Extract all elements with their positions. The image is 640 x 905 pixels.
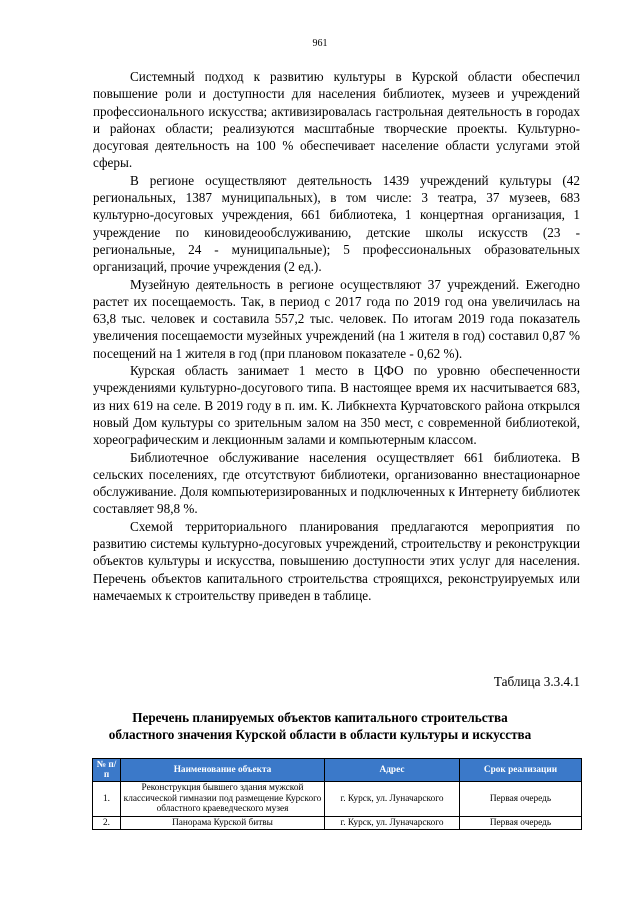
row-object-name: Реконструкция бывшего здания мужской классической гимназии под размещение Курского областного краеведческого музея	[121, 782, 325, 817]
row-number: 1.	[93, 782, 121, 817]
table-title-line1: Перечень планируемых объектов капитального строительства	[132, 710, 508, 725]
paragraph-institutions: В регионе осуществляют деятельность 1439 учреждений культуры (42 региональных, 1387 муниципальных), в том числе: 3 театра, 37 музеев, 683 культурно-досуговых учреждения, 661 библиотека, 1 концертная организация, 1 учреждение по киновидеообслуживанию, детские школы искусств (23 - региональные, 24 - муниципальные); 5 профессиональных образовательных организаций, прочие учреждения (2 ед.).	[93, 172, 580, 275]
header-address: Адрес	[325, 759, 460, 782]
table-title	[60, 709, 580, 743]
table-header-row	[93, 759, 582, 782]
paragraph-libraries: Библиотечное обслуживание населения осуществляет 661 библиотека. В сельских поселениях, где отсутствуют библиотеки, организованно внестационарное обслуживание. Доля компьютеризированных и подключенных к Интернету библиотек составляет 98,8 %.	[93, 449, 580, 517]
table-row	[93, 782, 582, 817]
paragraph-leisure: Курская область занимает 1 место в ЦФО по уровню обеспеченности учреждениями культурно-досугового типа. В настоящее время их насчитывается 683, из них 619 на селе. В 2019 году в п. им. К. Либкнехта Курчатовского района открылся новый Дом культуры со зрительным залом на 350 мест, с современной библиотекой, хореографическим и лекционным залами и компьютерным классом.	[93, 363, 580, 448]
row-number: 2.	[93, 816, 121, 830]
header-deadline: Срок реализации	[460, 759, 582, 782]
row-address: г. Курск, ул. Луначарского	[325, 782, 460, 817]
body-text	[93, 68, 580, 604]
row-deadline: Первая очередь	[460, 782, 582, 817]
table-caption: Таблица 3.3.4.1	[493, 674, 580, 689]
page-number: 961	[312, 38, 328, 49]
row-address: г. Курск, ул. Луначарского	[325, 816, 460, 830]
table-title-line2: областного значения Курской области в области культуры и искусства	[108, 727, 532, 742]
table-row	[93, 816, 582, 830]
header-object-name: Наименование объекта	[121, 759, 325, 782]
header-number: № п/п	[93, 759, 121, 782]
row-object-name: Панорама Курской битвы	[121, 816, 325, 830]
row-deadline: Первая очередь	[460, 816, 582, 830]
objects-table	[92, 758, 582, 830]
paragraph-culture-approach: Системный подход к развитию культуры в Курской области обеспечил повышение роли и доступности для населения библиотек, музеев и учреждений профессионального искусства; активизировалась гастрольная деятельность в городах и районах области; реализуются масштабные творческие проекты. Культурно-досуговая деятельность на 100 % обеспечивает население области услугами этой сферы.	[93, 69, 580, 171]
paragraph-museums: Музейную деятельность в регионе осуществляют 37 учреждений. Ежегодно растет их посещаемость. Так, в период с 2017 года по 2019 год она увеличилась на 63,8 тыс. человек и составила 557,2 тыс. человек. По итогам 2019 года показатель увеличения посещаемости музейных учреждений (на 1 жителя в год) составил 0,87 % посещений на 1 жителя в год (при плановом показателе - 0,62 %).	[93, 276, 580, 361]
paragraph-planning: Схемой территориального планирования предлагаются мероприятия по развитию системы культурно-досуговых учреждений, строительству и реконструкции объектов культуры и искусства, повышению доступности этих услуг для населения. Перечень объектов капитального строительства строящихся, реконструируемых или намечаемых к строительству приведен в таблице.	[93, 518, 580, 603]
